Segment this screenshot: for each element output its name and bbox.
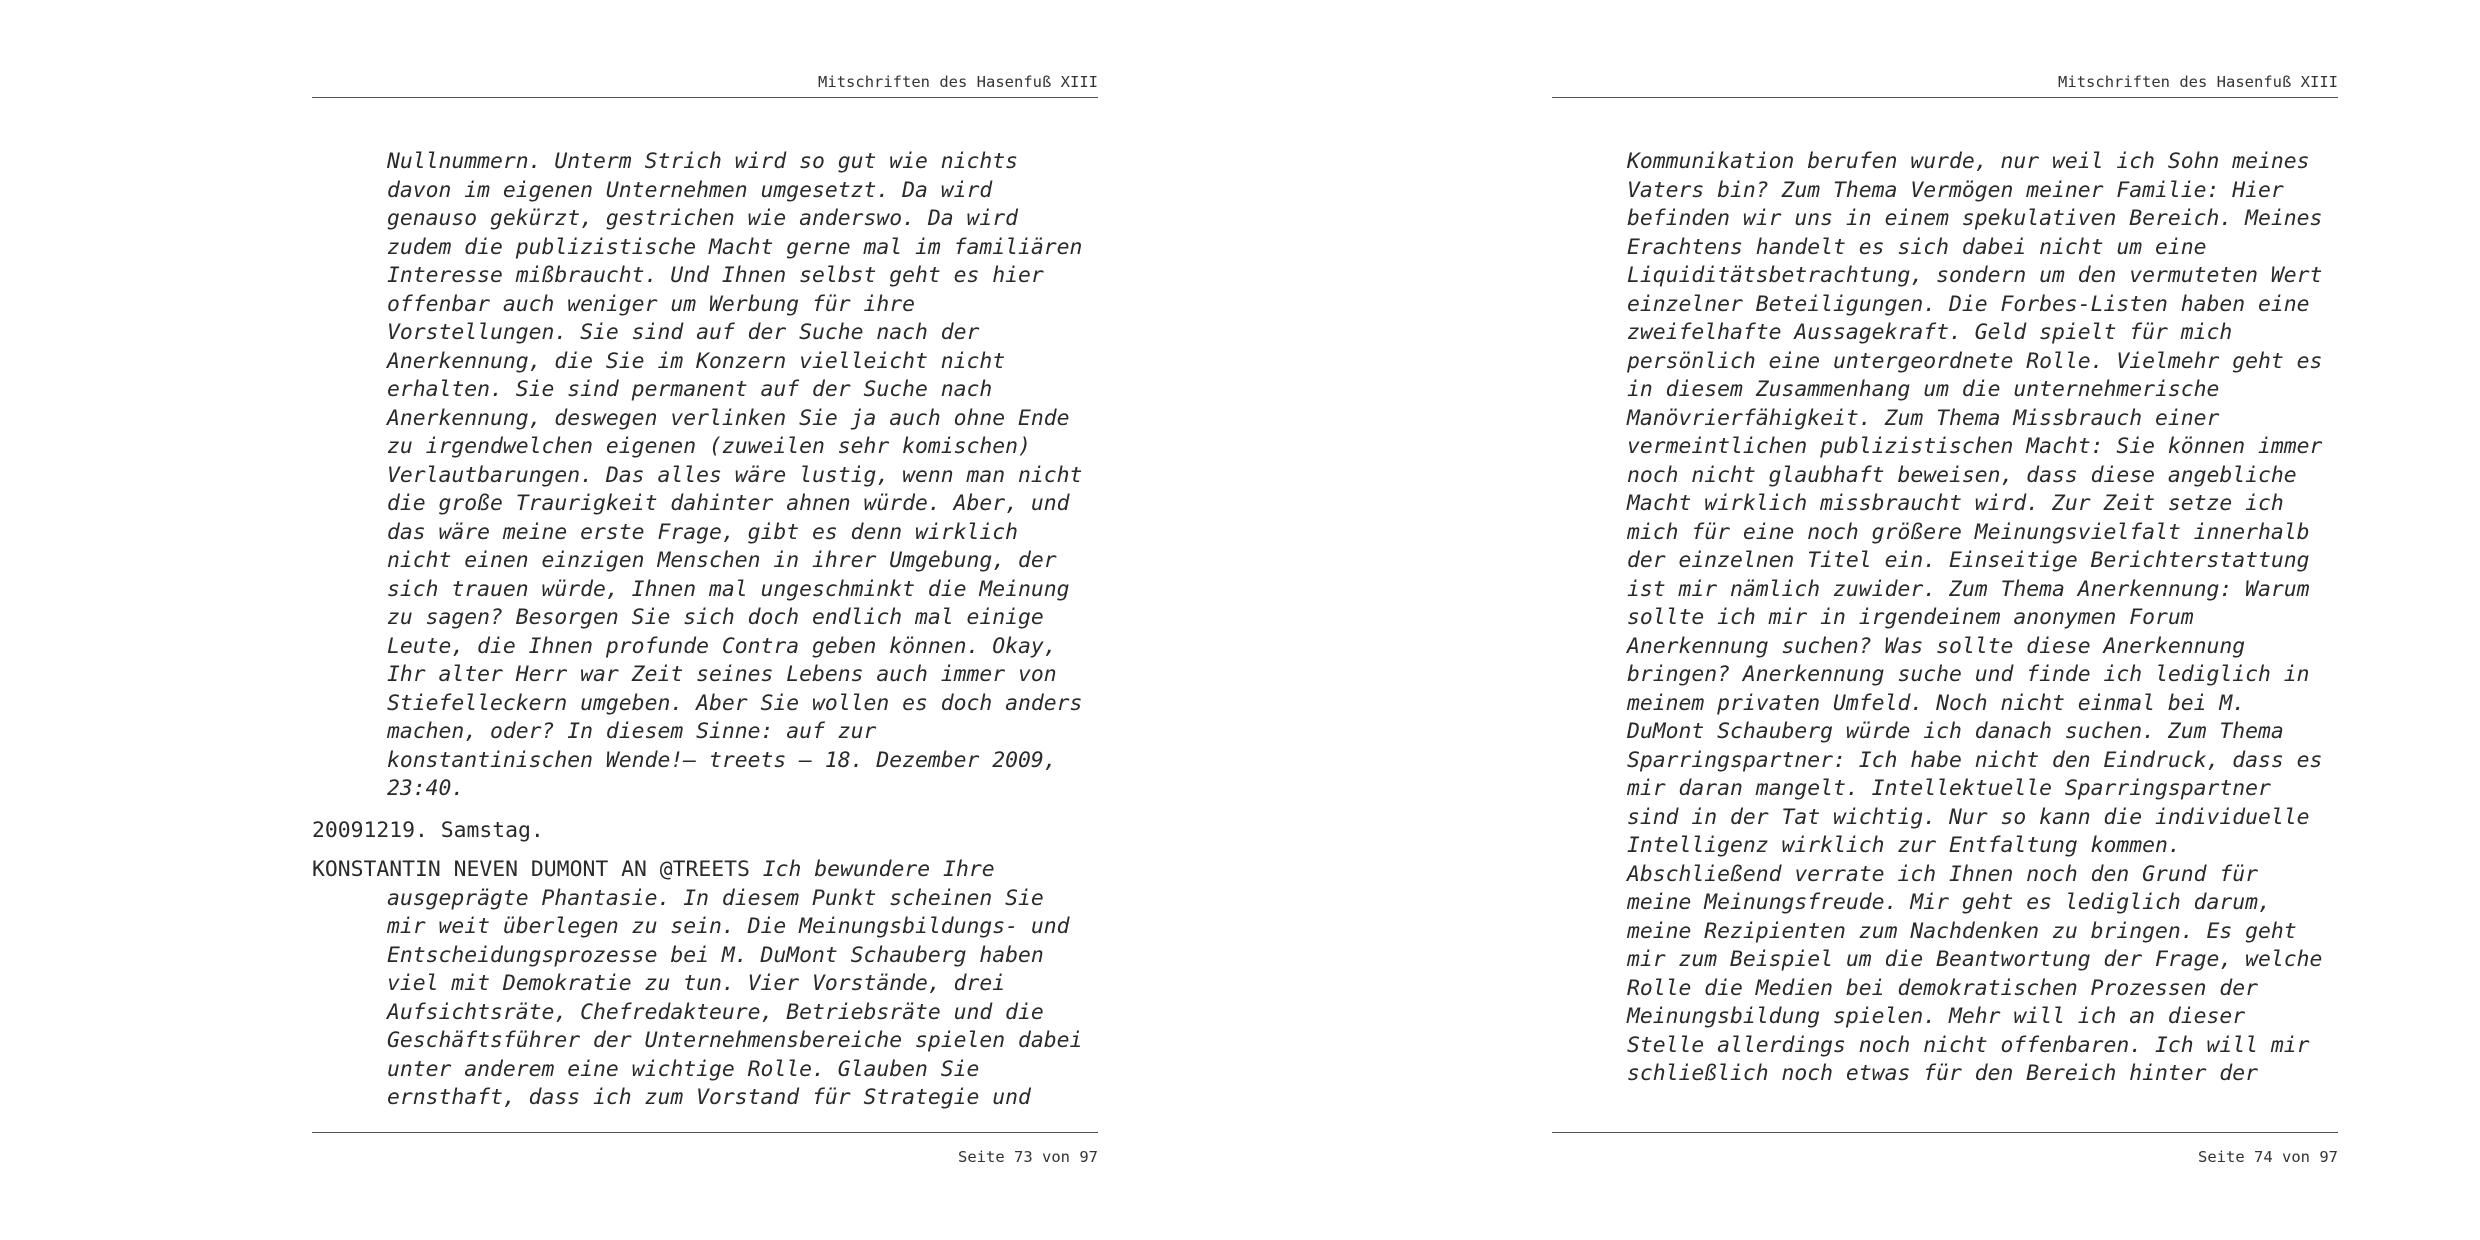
text-line: Ihr alter Herr war Zeit seines Lebens auch immer von xyxy=(387,662,1057,687)
text-line: ernsthaft, dass ich zum Vorstand für Strategie und xyxy=(387,1085,1031,1110)
text-line: Anerkennung, die Sie im Konzern vielleicht nicht xyxy=(387,348,1006,374)
text-line: Erachtens handelt es sich dabei nicht um eine xyxy=(1627,234,2207,260)
text-line: meine Rezipienten zum Nachdenken zu bringen. Es geht xyxy=(1627,918,2297,944)
text-line: Abschließend verrate ich Ihnen noch den Grund für xyxy=(1627,861,2259,887)
text-line: mir daran mangelt. Intellektuelle Sparringspartner xyxy=(1627,776,2271,801)
text-line: Sparringspartner: Ich habe nicht den Eindruck, dass es xyxy=(1627,747,2323,773)
right-page-footer xyxy=(1552,1130,2338,1190)
text-line: Vorstellungen. Sie sind auf der Suche nach der xyxy=(387,320,980,345)
text-line: Liquiditätsbetrachtung, sondern um den vermuteten Wert xyxy=(1627,263,2323,288)
text-line: Leute, die Ihnen profunde Contra geben können. Okay, xyxy=(387,633,1057,659)
text-line: zu irgendwelchen eigenen (zuweilen sehr komischen) xyxy=(387,434,1031,459)
text-line: Macht wirklich missbraucht wird. Zur Zeit setze ich xyxy=(1627,491,2284,516)
text-line: zweifelhafte Aussagekraft. Geld spielt für mich xyxy=(1627,320,2233,345)
text-line: persönlich eine untergeordnete Rolle. Vielmehr geht es xyxy=(1627,348,2323,374)
text-line: Vaters bin? Zum Thema Vermögen meiner Familie: Hier xyxy=(1627,177,2284,203)
text-line: schließlich noch etwas für den Bereich hinter der xyxy=(1627,1061,2259,1086)
text-line: nicht einen einzigen Menschen in ihrer Umgebung, der xyxy=(387,548,1057,573)
left-page-body xyxy=(312,148,1112,1113)
quote-block xyxy=(312,148,1112,804)
text-line: erhalten. Sie sind permanent auf der Suche nach xyxy=(387,377,993,402)
text-line: mir weit überlegen zu sein. Die Meinungsbildungs- und xyxy=(387,914,1070,939)
text-line: der einzelnen Titel ein. Einseitige Berichterstattung xyxy=(1627,548,2310,573)
running-header: Mitschriften des Hasenfuß XIII xyxy=(2058,73,2338,91)
right-page-body xyxy=(1552,148,2352,1089)
text-line: meine Meinungsfreude. Mir geht es lediglich darum, xyxy=(1627,890,2271,915)
text-line: Intelligenz wirklich zur Entfaltung kommen. xyxy=(1627,833,2181,858)
text-line: mir zum Beispiel um die Beantwortung der Frage, welche xyxy=(1627,947,2323,972)
text-line: Verlautbarungen. Das alles wäre lustig, wenn man nicht xyxy=(387,462,1083,488)
right-page-header xyxy=(1552,0,2338,100)
text-line: sollte ich mir in irgendeinem anonymen Forum xyxy=(1627,605,2194,630)
right-page xyxy=(1240,0,2480,1240)
header-rule xyxy=(1552,97,2338,98)
text-line: meinem privaten Umfeld. Noch nicht einmal bei M. xyxy=(1627,690,2246,716)
text-line: mich für eine noch größere Meinungsvielfalt innerhalb xyxy=(1627,519,2310,545)
entry-first-text: Ich bewundere Ihre xyxy=(762,857,995,882)
text-line: sich trauen würde, Ihnen mal ungeschminkt die Meinung xyxy=(387,576,1070,602)
text-line: viel mit Demokratie zu tun. Vier Vorstände, drei xyxy=(387,971,1006,996)
text-line: machen, oder? In diesem Sinne: auf zur xyxy=(387,719,877,744)
text-line: in diesem Zusammenhang um die unternehmerische xyxy=(1627,377,2220,402)
text-line: unter anderem eine wichtige Rolle. Glauben Sie xyxy=(387,1056,980,1082)
text-line: Entscheidungsprozesse bei M. DuMont Schauberg haben xyxy=(387,942,1044,968)
text-line: zu sagen? Besorgen Sie sich doch endlich mal einige xyxy=(387,605,1044,630)
text-line: Meinungsbildung spielen. Mehr will ich an dieser xyxy=(1627,1004,2246,1029)
text-line: sind in der Tat wichtig. Nur so kann die individuelle xyxy=(1627,804,2310,830)
text-line: ist mir nämlich zuwider. Zum Thema Anerkennung: Warum xyxy=(1627,576,2310,602)
footer-rule xyxy=(312,1132,1098,1133)
entry-continuation xyxy=(312,885,1112,1113)
text-line: vermeintlichen publizistischen Macht: Sie können immer xyxy=(1627,434,2323,459)
entry-block xyxy=(312,856,1112,1113)
text-line: Stiefelleckern umgeben. Aber Sie wollen es doch anders xyxy=(387,690,1083,716)
text-line: Anerkennung, deswegen verlinken Sie ja auch ohne Ende xyxy=(387,405,1070,431)
text-line: davon im eigenen Unternehmen umgesetzt. Da wird xyxy=(387,177,993,203)
text-line: die große Traurigkeit dahinter ahnen würde. Aber, und xyxy=(387,491,1070,516)
text-line: bringen? Anerkennung suche und finde ich lediglich in xyxy=(1627,662,2310,687)
text-line: Aufsichtsräte, Chefredakteure, Betriebsräte und die xyxy=(387,999,1044,1025)
text-line: zudem die publizistische Macht gerne mal im familiären xyxy=(387,234,1083,260)
text-line: Stelle allerdings noch nicht offenbaren. Ich will mir xyxy=(1627,1032,2310,1058)
text-line: ausgeprägte Phantasie. In diesem Punkt scheinen Sie xyxy=(387,885,1044,911)
text-line: noch nicht glaubhaft beweisen, dass diese angebliche xyxy=(1627,462,2297,488)
text-line: das wäre meine erste Frage, gibt es denn wirklich xyxy=(387,519,1019,545)
text-line: Interesse mißbraucht. Und Ihnen selbst geht es hier xyxy=(387,263,1044,288)
text-line: befinden wir uns in einem spekulativen Bereich. Meines xyxy=(1627,206,2323,231)
text-line: Geschäftsführer der Unternehmensbereiche spielen dabei xyxy=(387,1028,1083,1053)
text-line: 23:40. xyxy=(387,776,465,801)
date-line: 20091219. Samstag. xyxy=(312,817,544,843)
entry-first-line xyxy=(312,856,1112,885)
continued-entry xyxy=(1552,148,2352,1089)
text-line: einzelner Beteiligungen. Die Forbes-Listen haben eine xyxy=(1627,291,2310,317)
text-line: konstantinischen Wende!— treets — 18. Dezember 2009, xyxy=(387,747,1057,773)
page-number: Seite 74 von 97 xyxy=(2198,1148,2338,1166)
page-number: Seite 73 von 97 xyxy=(958,1148,1098,1166)
text-line: offenbar auch weniger um Werbung für ihre xyxy=(387,291,916,317)
running-header: Mitschriften des Hasenfuß XIII xyxy=(818,73,1098,91)
text-line: Rolle die Medien bei demokratischen Prozessen der xyxy=(1627,975,2259,1001)
text-line: Anerkennung suchen? Was sollte diese Anerkennung xyxy=(1627,633,2246,659)
text-line: genauso gekürzt, gestrichen wie anderswo. Da wird xyxy=(387,206,1019,231)
text-line: Nullnummern. Unterm Strich wird so gut wie nichts xyxy=(387,149,1019,174)
text-line: Kommunikation berufen wurde, nur weil ich Sohn meines xyxy=(1627,149,2310,174)
entry-speaker: KONSTANTIN NEVEN DUMONT AN @TREETS xyxy=(312,857,750,882)
left-page-header xyxy=(312,0,1098,100)
footer-rule xyxy=(1552,1132,2338,1133)
header-rule xyxy=(312,97,1098,98)
left-page-footer xyxy=(312,1130,1098,1190)
text-line: DuMont Schauberg würde ich danach suchen. Zum Thema xyxy=(1627,719,2284,744)
text-line: Manövrierfähigkeit. Zum Thema Missbrauch einer xyxy=(1627,405,2220,431)
